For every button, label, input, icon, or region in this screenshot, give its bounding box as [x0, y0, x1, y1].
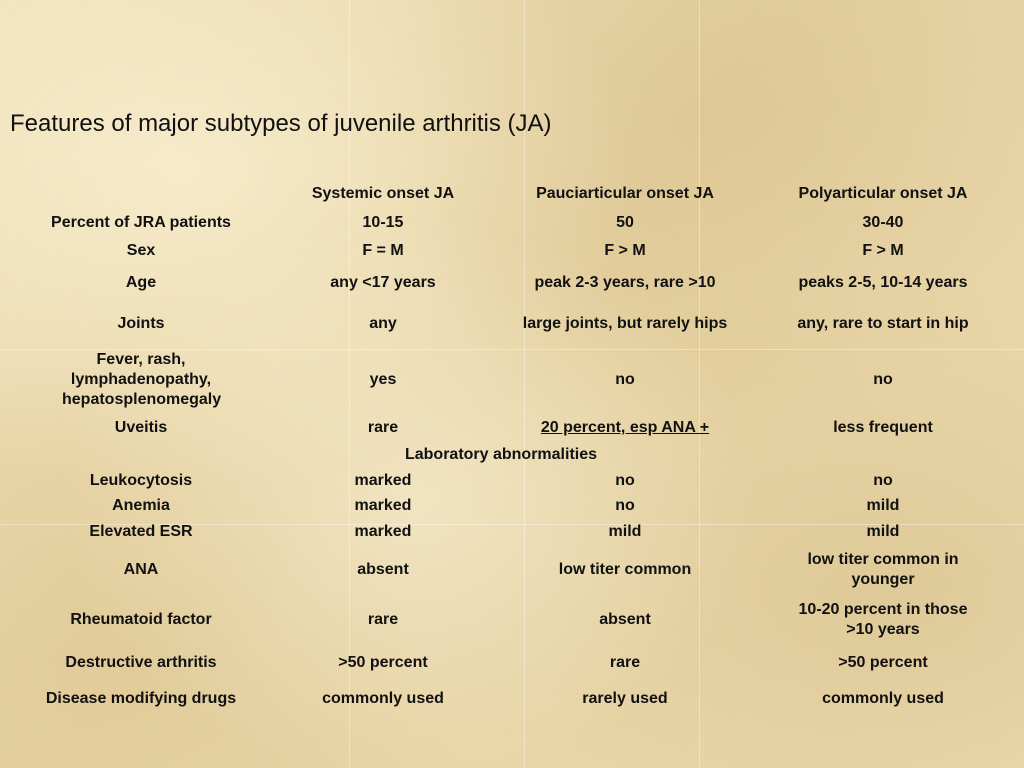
table-row	[12, 519, 1012, 545]
table-row	[12, 414, 1012, 442]
table-row	[12, 237, 1012, 264]
cell-pauciarticular: 50	[616, 214, 634, 231]
lab-header-row	[12, 442, 1012, 468]
cell-pauciarticular: mild	[608, 523, 642, 540]
table-row	[12, 264, 1012, 302]
row-label: Sex	[126, 241, 156, 259]
row-label: Fever, rash, lymphadenopathy, hepatosplenomegaly	[62, 351, 222, 408]
cell-systemic: marked	[354, 471, 412, 489]
row-label: Destructive arthritis	[65, 654, 217, 671]
cell-pauciarticular: rarely used	[582, 690, 668, 707]
table-row	[12, 468, 1012, 493]
cell-systemic: F = M	[362, 241, 404, 259]
cell-pauciarticular: absent	[599, 611, 651, 628]
page-title: Features of major subtypes of juvenile arthritis (JA)	[10, 110, 552, 137]
row-label: Elevated ESR	[89, 523, 193, 540]
table-header-row	[12, 179, 1012, 209]
cell-polyarticular: peaks 2-5, 10-14 years	[798, 274, 968, 291]
cell-pauciarticular: no	[615, 497, 635, 514]
column-header-polyarticular: Polyarticular onset JA	[798, 185, 968, 202]
cell-systemic: >50 percent	[338, 654, 428, 671]
cell-polyarticular: mild	[866, 497, 900, 514]
features-table	[12, 179, 1012, 717]
column-header-pauciarticular: Pauciarticular onset JA	[536, 185, 714, 202]
cell-polyarticular: F > M	[862, 241, 904, 259]
cell-pauciarticular: peak 2-3 years, rare >10	[534, 274, 716, 291]
row-label: Joints	[117, 315, 165, 332]
table-row	[12, 545, 1012, 595]
cell-pauciarticular: 20 percent, esp ANA +	[540, 419, 710, 436]
cell-polyarticular: no	[873, 371, 893, 388]
cell-pauciarticular: low titer common	[558, 561, 692, 578]
cell-polyarticular: less frequent	[833, 419, 933, 436]
table-row	[12, 645, 1012, 681]
cell-systemic: 10-15	[362, 214, 404, 231]
cell-pauciarticular: no	[615, 471, 635, 489]
cell-polyarticular: no	[873, 471, 893, 489]
cell-systemic: absent	[357, 561, 409, 578]
cell-polyarticular: mild	[866, 523, 900, 540]
cell-systemic: rare	[367, 611, 399, 628]
cell-pauciarticular: large joints, but rarely hips	[522, 315, 728, 332]
cell-systemic: commonly used	[322, 690, 444, 707]
row-label: ANA	[123, 561, 159, 578]
table-row	[12, 681, 1012, 717]
cell-polyarticular: any, rare to start in hip	[797, 315, 969, 332]
cell-systemic: rare	[367, 419, 399, 436]
cell-pauciarticular: rare	[609, 654, 641, 671]
cell-polyarticular: >50 percent	[838, 654, 928, 671]
table-row	[12, 346, 1012, 414]
column-header-systemic: Systemic onset JA	[311, 185, 455, 202]
row-label: Percent of JRA patients	[51, 214, 231, 231]
cell-polyarticular: 30-40	[862, 214, 904, 231]
cell-polyarticular: low titer common in younger	[807, 551, 959, 588]
table-row	[12, 595, 1012, 645]
table-row	[12, 493, 1012, 519]
row-label: Disease modifying drugs	[45, 690, 237, 707]
lab-section-header: Laboratory abnormalities	[404, 446, 598, 463]
table-row	[12, 209, 1012, 237]
cell-pauciarticular: no	[615, 371, 635, 388]
cell-systemic: any	[369, 315, 397, 332]
cell-pauciarticular: F > M	[604, 241, 646, 259]
cell-polyarticular: commonly used	[822, 690, 944, 707]
row-label: Uveitis	[114, 419, 168, 436]
row-label: Anemia	[112, 497, 170, 514]
row-label: Age	[125, 274, 157, 291]
cell-systemic: yes	[369, 371, 397, 388]
table-row	[12, 302, 1012, 346]
cell-systemic: marked	[354, 523, 412, 540]
cell-systemic: marked	[354, 497, 412, 514]
cell-systemic: any <17 years	[330, 274, 436, 291]
column-header-empty	[12, 179, 270, 209]
row-label: Leukocytosis	[89, 471, 193, 489]
cell-polyarticular: 10-20 percent in those >10 years	[798, 601, 968, 638]
row-label: Rheumatoid factor	[70, 611, 212, 628]
